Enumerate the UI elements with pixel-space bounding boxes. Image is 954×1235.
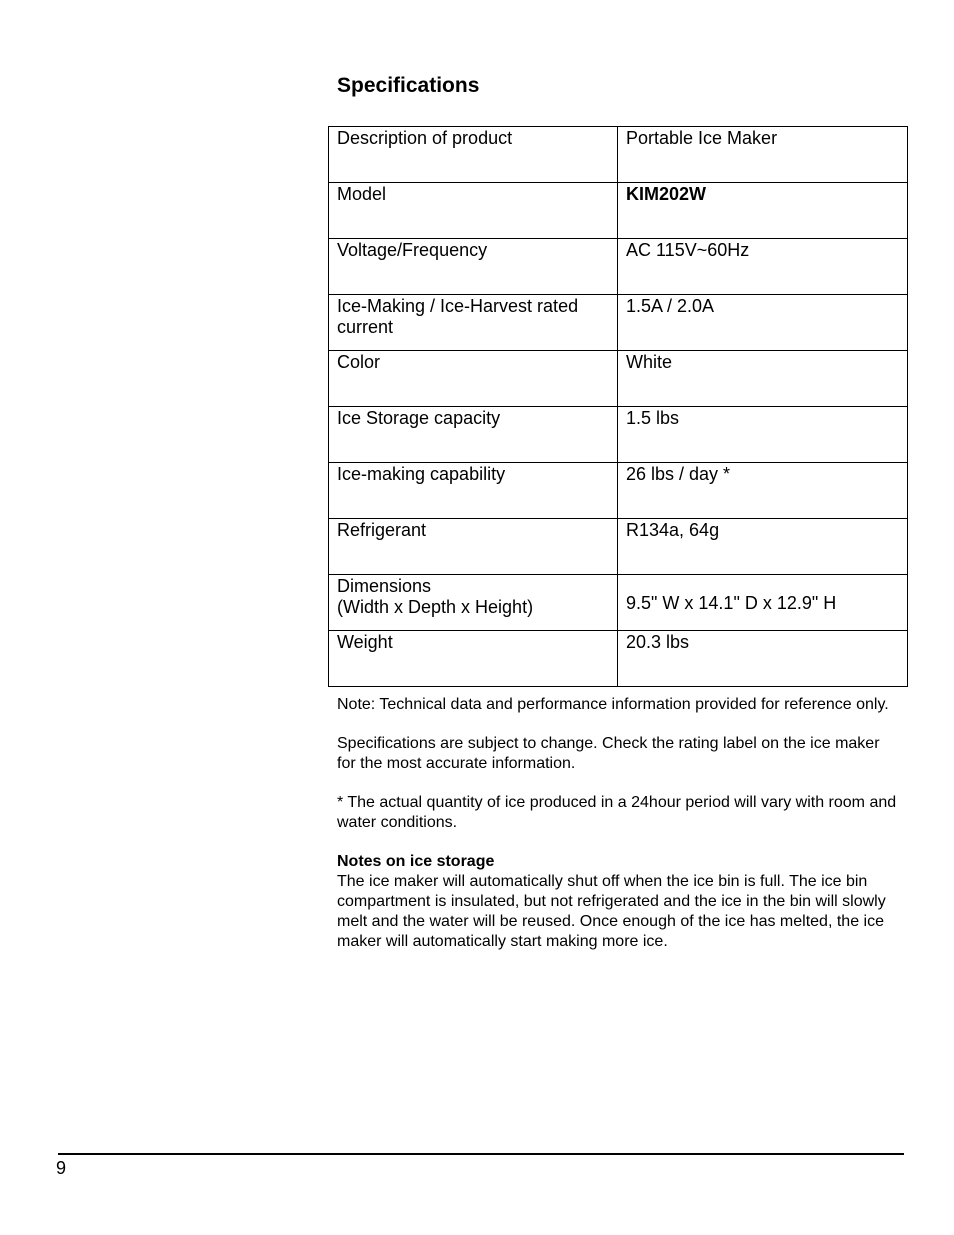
spec-value-weight: 20.3 lbs bbox=[618, 631, 908, 687]
spec-label-description: Description of product bbox=[329, 127, 618, 183]
page-title: Specifications bbox=[337, 74, 480, 97]
technical-note: Note: Technical data and performance information provided for reference only. bbox=[337, 696, 889, 713]
spec-value-model: KIM202W bbox=[618, 183, 908, 239]
table-row bbox=[329, 575, 908, 631]
table-row bbox=[329, 295, 908, 351]
page-number: 9 bbox=[56, 1158, 67, 1178]
spec-value-ice-making: 26 lbs / day * bbox=[618, 463, 908, 519]
ice-storage-heading: Notes on ice storage bbox=[337, 853, 495, 870]
spec-label-current: Ice-Making / Ice-Harvest rated current bbox=[329, 295, 618, 351]
table-row bbox=[329, 631, 908, 687]
notes-section bbox=[337, 695, 897, 971]
dimensions-label-line1: Dimensions bbox=[337, 576, 432, 596]
ice-storage-notes bbox=[337, 852, 897, 952]
ice-storage-text: The ice maker will automatically shut off when the ice bin is full. The ice bin compartment is insulated, but not refrigerated and the ice in the bin will slowly melt and the water will be reused. Once enough of the ice has melted, the ice maker will automatically start making more ice. bbox=[337, 873, 886, 950]
spec-value-voltage: AC 115V~60Hz bbox=[618, 239, 908, 295]
spec-label-weight: Weight bbox=[329, 631, 618, 687]
table-row bbox=[329, 519, 908, 575]
spec-value-refrigerant: R134a, 64g bbox=[618, 519, 908, 575]
table-row bbox=[329, 351, 908, 407]
spec-value-current: 1.5A / 2.0A bbox=[618, 295, 908, 351]
subject-to-change-note: Specifications are subject to change. Check the rating label on the ice maker for the most accurate information. bbox=[337, 735, 880, 772]
table-row bbox=[329, 463, 908, 519]
spec-value-dimensions: 9.5" W x 14.1" D x 12.9" H bbox=[618, 575, 908, 631]
footer-divider bbox=[58, 1153, 904, 1155]
footnote: * The actual quantity of ice produced in a 24hour period will vary with room and water conditions. bbox=[337, 794, 897, 831]
spec-label-model: Model bbox=[329, 183, 618, 239]
table-row bbox=[329, 407, 908, 463]
spec-value-color: White bbox=[618, 351, 908, 407]
table-row bbox=[329, 183, 908, 239]
spec-label-voltage: Voltage/Frequency bbox=[329, 239, 618, 295]
table-row bbox=[329, 239, 908, 295]
specifications-table bbox=[328, 126, 908, 687]
spec-label-refrigerant: Refrigerant bbox=[329, 519, 618, 575]
spec-label-ice-making: Ice-making capability bbox=[329, 463, 618, 519]
spec-label-dimensions bbox=[329, 575, 618, 631]
spec-value-description: Portable Ice Maker bbox=[618, 127, 908, 183]
table-row bbox=[329, 127, 908, 183]
spec-value-storage-capacity: 1.5 lbs bbox=[618, 407, 908, 463]
dimensions-label-line2: (Width x Depth x Height) bbox=[337, 597, 534, 617]
spec-label-storage-capacity: Ice Storage capacity bbox=[329, 407, 618, 463]
spec-label-color: Color bbox=[329, 351, 618, 407]
